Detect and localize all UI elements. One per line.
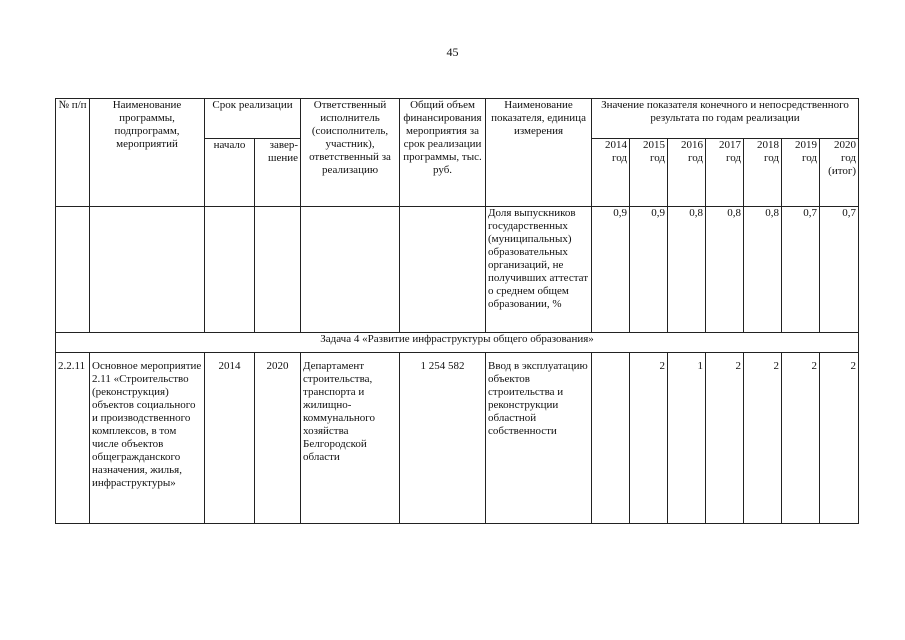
value-cell [592,360,630,524]
responsible-cell: Департамент строительства, транспорта и жилищно-коммунального хозяйства Белгородской области [301,360,400,524]
header-indicator: Наименование показателя, единица измерения [486,99,592,207]
spacer-row [56,353,859,360]
header-responsible: Ответственный исполнитель (соисполнитель, участник), ответственный за реализацию [301,99,400,207]
indicator-cell: Доля выпускников государственных (муниципальных) образовательных организаций, не получивших аттестат о среднем общем образовании, % [486,207,592,333]
header-year: 2018 год [744,139,782,207]
indicator-cell: Ввод в эксплуатацию объектов строительства и реконструкции областной собственности [486,360,592,524]
empty-cell [90,207,205,333]
value-cell: 0,8 [706,207,744,333]
empty-cell [205,207,255,333]
section-row [56,333,859,353]
value-cell: 0,7 [782,207,820,333]
header-year: 2020 год (итог) [820,139,859,207]
program-table [55,98,859,524]
header-period-start: начало [205,139,255,207]
end-year: 2020 [255,360,301,524]
header-year: 2015 год [630,139,668,207]
value-cell: 0,8 [744,207,782,333]
page-number: 45 [446,45,459,59]
value-cell: 1 [668,360,706,524]
header-values-title: Значение показателя конечного и непосредственного результата по годам реализации [592,99,859,139]
start-year: 2014 [205,360,255,524]
header-row-1 [56,99,859,139]
value-cell: 2 [782,360,820,524]
header-num: № п/п [56,99,90,207]
value-cell: 0,9 [630,207,668,333]
header-period: Срок реализации [205,99,301,139]
header-year: 2017 год [706,139,744,207]
value-cell: 0,8 [668,207,706,333]
empty-cell [400,207,486,333]
header-year: 2019 год [782,139,820,207]
header-funding: Общий объем финансирования мероприятия за срок реализации программы, тыс. руб. [400,99,486,207]
empty-cell [301,207,400,333]
header-period-end: завер-шение [255,139,301,207]
section-title: Задача 4 «Развитие инфраструктуры общего образования» [56,333,859,353]
header-year: 2014 год [592,139,630,207]
measure-name: Основное мероприятие 2.11 «Строительство (реконструкция) объектов социального и производственного комплексов, в том числе объектов общегражданского назначения, жилья, инфраструктуры» [90,360,205,524]
table-row [56,207,859,333]
value-cell: 0,9 [592,207,630,333]
empty-cell [56,207,90,333]
empty-cell [255,207,301,333]
header-name: Наименование программы, подпрограмм, мероприятий [90,99,205,207]
value-cell: 2 [744,360,782,524]
header-year: 2016 год [668,139,706,207]
value-cell: 2 [630,360,668,524]
value-cell: 2 [820,360,859,524]
table-row [56,360,859,524]
value-cell: 0,7 [820,207,859,333]
funding-cell: 1 254 582 [400,360,486,524]
row-number: 2.2.11 [56,360,90,524]
value-cell: 2 [706,360,744,524]
